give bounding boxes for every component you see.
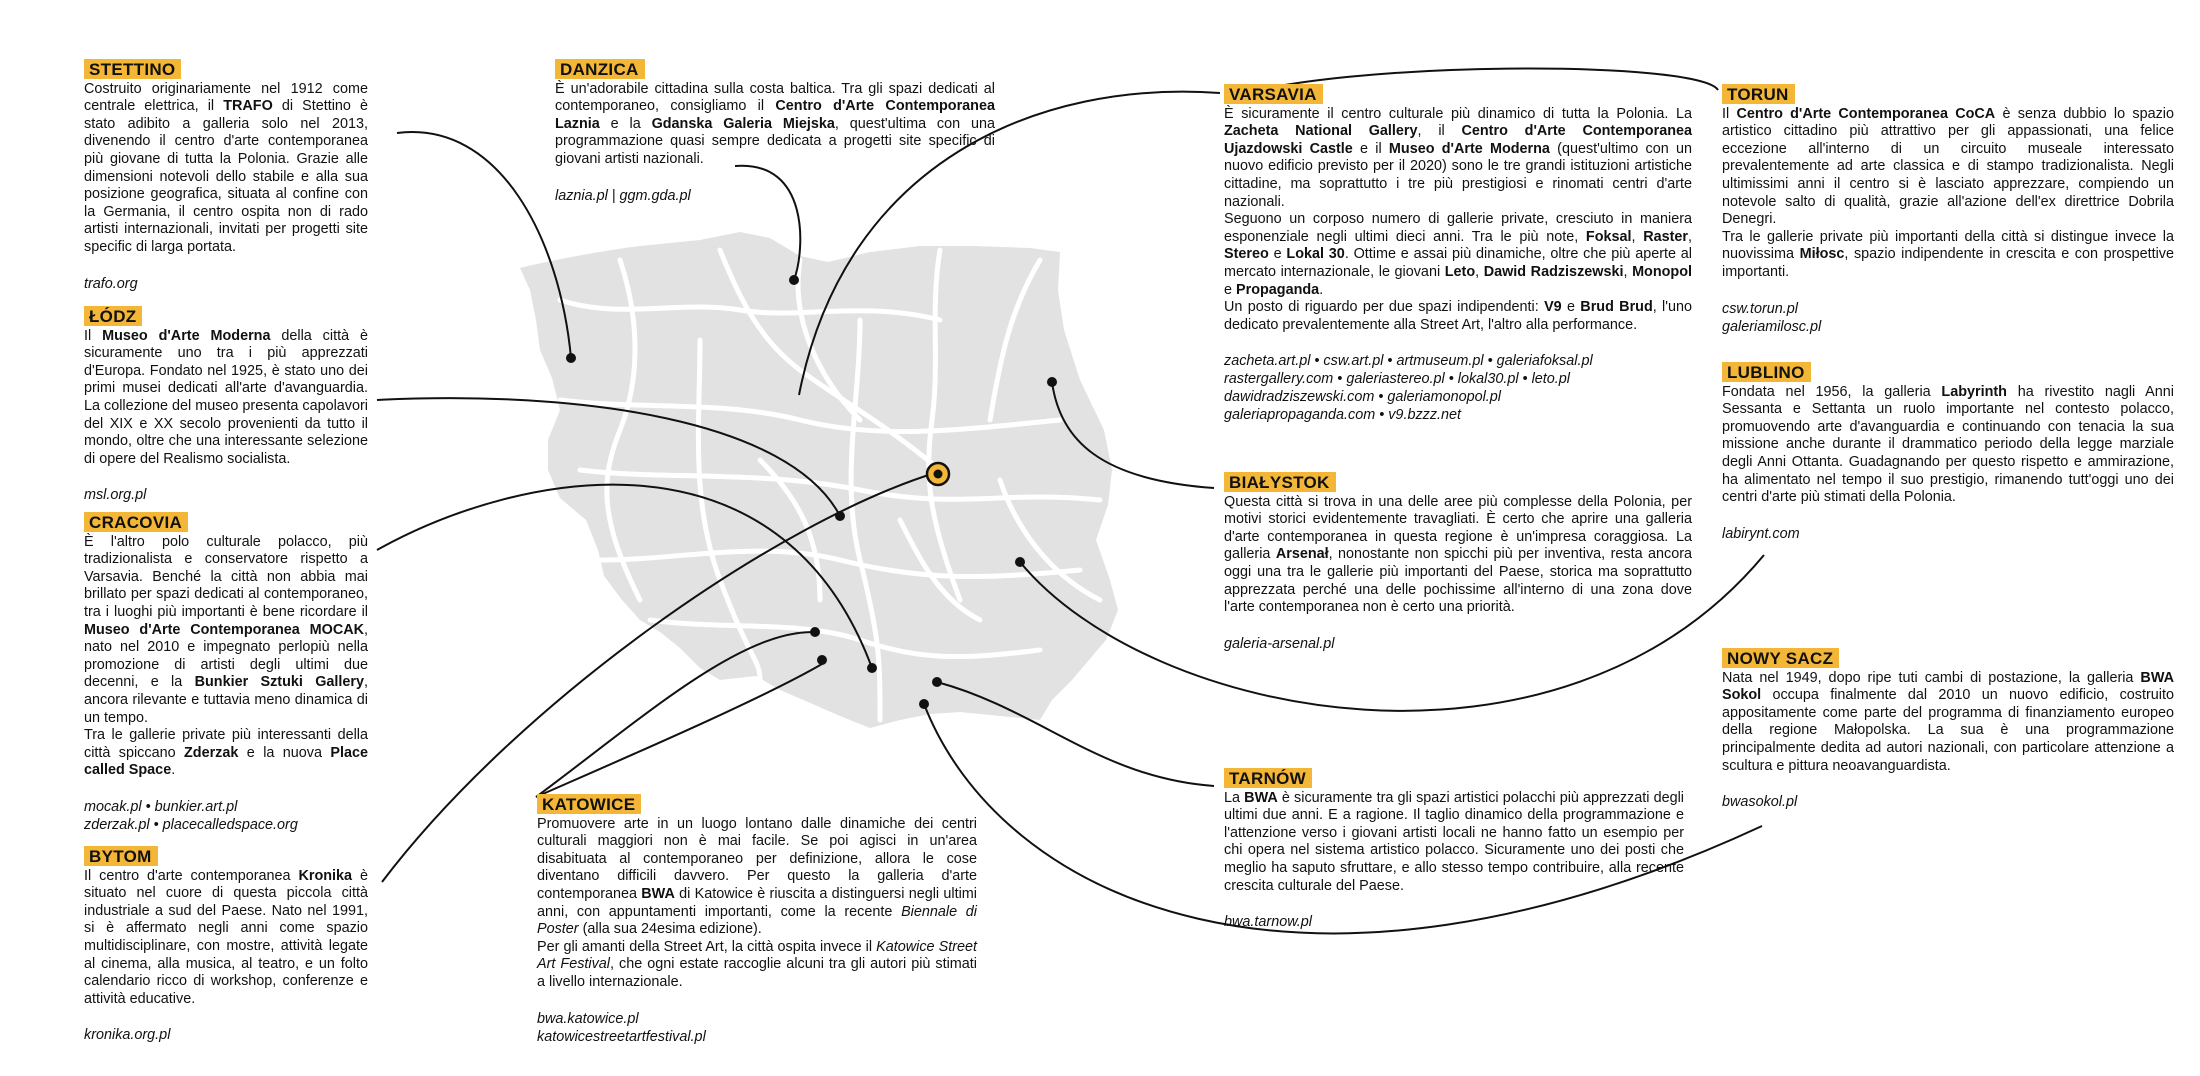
city-title: CRACOVIA — [84, 512, 188, 532]
warsaw-marker — [927, 463, 949, 485]
city-description: Il centro d'arte contemporanea Kronika è situato nel cuore di questa piccola città industriale a sud del Paese. Nato nel 1991, si è affermato negli anni come spazio multidisciplinare, con mostre, attività legate al cinema, alla musica, al teatro, e un folto calendario ricco di workshop, conferenze e attività educative. — [84, 867, 368, 1007]
website-link: zderzak.pl • placecalledspace.org — [84, 816, 298, 833]
city-dot — [1047, 377, 1057, 387]
city-description: È un'adorabile cittadina sulla costa baltica. Tra gli spazi dedicati al contemporaneo, consigliamo il Centro d'Arte Contemporanea Laznia e la Gdanska Galeria Miejska, quest'ultima con una programmazione quasi sempre dedicata a progetti site specific di giovani artisti nazionali. — [555, 80, 995, 167]
city-links — [1722, 525, 2174, 543]
city-block-bytom — [84, 846, 368, 1044]
city-dot — [932, 677, 942, 687]
city-block-katowice — [537, 794, 977, 1046]
city-links — [1224, 352, 1692, 424]
website-link: csw.torun.pl — [1722, 300, 1798, 317]
website-link: dawidradziszewski.com • galeriamonopol.pl — [1224, 389, 1501, 406]
website-link: galeria-arsenal.pl — [1224, 635, 1335, 652]
website-link: bwa.katowice.pl — [537, 1010, 639, 1027]
city-title: DANZICA — [555, 59, 645, 79]
city-block-varsavia — [1224, 84, 1692, 424]
city-links — [1224, 635, 1692, 653]
city-dot — [919, 699, 929, 709]
city-title: TORUN — [1722, 84, 1795, 104]
city-title: TARNÓW — [1224, 768, 1312, 788]
website-link: labirynt.com — [1722, 525, 1800, 542]
city-dot — [566, 353, 576, 363]
website-link: bwasokol.pl — [1722, 794, 1798, 811]
website-link: zacheta.art.pl • csw.art.pl • artmuseum.pl • galeriafoksal.pl — [1224, 353, 1593, 370]
city-description: Fondata nel 1956, la galleria Labyrinth ha rivestito nagli Anni Sessanta e Settanta un ruolo importante nel contesto polacco, promuovendo arte d'avanguardia e continuando con tenacia la sua missione anche durante il drammatico periodo della legge marziale degli Anni Ottanta. Guadagnando per questo rispetto e ammirazione, ha alimentato nel tempo il suo prestigio, rimanendo tutt'oggi uno dei centri d'arte più stimati della Polonia. — [1722, 383, 2174, 506]
city-block-lodz — [84, 306, 368, 504]
city-title: ŁÓDZ — [84, 306, 142, 326]
city-description: Il Centro d'Arte Contemporanea CoCA è senza dubbio lo spazio artistico cittadino più attrattivo per gli appassionati, una felice eccezione all'interno di un circuito museale interessato prevalentemente ad arte classica e di stampo tradizionalista. Negli ultimissimi anni il centro si è lasciato apprezzare, compiendo un notevole salto di qualità, grazie all'azione dell'ex direttrice Dobrila Denegri. Tra le gallerie private più importanti della città si distingue invece la nuovissima Miłosc, spazio indipendente in crescita e con prospettive importanti. — [1722, 105, 2174, 280]
city-block-lublino — [1722, 362, 2174, 543]
city-block-cracovia — [84, 512, 368, 834]
website-link: kronika.org.pl — [84, 1027, 171, 1044]
city-block-bialystok — [1224, 472, 1692, 653]
city-links — [555, 187, 995, 205]
city-block-stettino — [84, 59, 368, 293]
city-dot — [810, 627, 820, 637]
city-links — [537, 1010, 977, 1046]
city-description: È sicuramente il centro culturale più dinamico di tutta la Polonia. La Zacheta National Gallery, il Centro d'Arte Contemporanea Ujazdowski Castle e il Museo d'Arte Moderna (quest'ultimo con un nuovo edificio previsto per il 2020) sono le tre grandi istituzioni artistiche cittadine, ma soprattutto i tre più prestigiosi e rinomati centri d'arte nazionali. Seguono un corposo numero di gallerie private, cresciuto in maniera esponenziale negli ultimi dieci anni. Tra le più note, Foksal, Raster, Stereo e Lokal 30. Ottime e assai più dinamiche, oltre che più aperte al mercato internazionale, le giovani Leto, Dawid Radziszewski, Monopol e Propaganda. Un posto di riguardo per due spazi indipendenti: V9 e Brud Brud, l'uno dedicato prevalentemente alla Street Art, l'altro alla performance. — [1224, 105, 1693, 333]
city-block-danzica — [555, 59, 995, 205]
website-link: bwa.tarnow.pl — [1224, 914, 1312, 931]
website-link: trafo.org — [84, 275, 138, 292]
city-links — [1722, 300, 2174, 336]
city-block-nowy-sacz — [1722, 648, 2174, 811]
city-description: È l'altro polo culturale polacco, più tradizionalista e conservatore rispetto a Varsavia. Benché la città non abbia mai brillato per spazi dedicati al contemporaneo, tra i luoghi più importanti è bene ricordare il Museo d'Arte Contemporanea MOCAK, nato nel 2010 e impegnato perlopiù nella promozione di artisti degli ultimi due decenni, e la Bunkier Sztuki Gallery, ancora rilevante e tuttavia meno dinamica di un tempo. Tra le gallerie private più interessanti della città spiccano Zderzak e la nuova Place called Space. — [84, 533, 369, 779]
city-links — [1224, 913, 1684, 931]
city-title: BIAŁYSTOK — [1224, 472, 1336, 492]
city-description: Promuovere arte in un luogo lontano dalle dinamiche dei centri culturali maggiori non è mai facile. Se poi agisci in un'area disabituata al contemporaneo per definizione, allora le cose diventano difficili davvero. Per questo la galleria d'arte contemporanea BWA di Katowice è riuscita a distinguersi negli ultimi anni, con appuntamenti importanti, come la recente Biennale di Poster (alla sua 24esima edizione). Per gli amanti della Street Art, la città ospita invece il Katowice Street Art Festival, che ogni estate raccoglie alcuni tra gli autori più stimati a livello internazionale. — [537, 815, 977, 990]
city-links — [84, 486, 368, 504]
city-description: Questa città si trova in una delle aree più complesse della Polonia, per motivi storici evidentemente travagliati. È certo che aprire una galleria d'arte contemporanea in questa regione è un'impresa coraggiosa. La galleria Arsenał, nonostante non spicchi più per inventiva, resta ancora oggi una tra le gallerie più importanti del Paese, storica ma soprattutto apprezzata perché una delle pochissime all'interno di una zona dove l'arte contemporanea non è certo una priorità. — [1224, 493, 1692, 616]
city-dot — [789, 275, 799, 285]
city-links — [84, 798, 368, 834]
city-dot — [835, 511, 845, 521]
city-description: Il Museo d'Arte Moderna della città è sicuramente uno tra i più apprezzati d'Europa. Fondato nel 1925, è stato uno dei primi musei dedicati all'arte d'avanguardia. La collezione del museo presenta capolavori del XIX e XX secolo provenienti da tutto il mondo, oltre che una interessante selezione di opere del Realismo socialista. — [84, 327, 368, 467]
city-title: NOWY SACZ — [1722, 648, 1839, 668]
website-link: laznia.pl | ggm.gda.pl — [555, 187, 691, 204]
city-title: STETTINO — [84, 59, 181, 79]
website-link: msl.org.pl — [84, 487, 147, 504]
website-link: galeriapropaganda.com • v9.bzzz.net — [1224, 407, 1462, 424]
website-link: rastergallery.com • galeriastereo.pl • lokal30.pl • leto.pl — [1224, 371, 1570, 388]
website-link: katowicestreetartfestival.pl — [537, 1028, 706, 1045]
city-block-torun — [1722, 84, 2174, 336]
city-links — [84, 275, 368, 293]
city-links — [84, 1026, 368, 1044]
city-description: Costruito originariamente nel 1912 come centrale elettrica, il TRAFO di Stettino è stato adibito a galleria solo nel 2013, divenendo il centro d'arte contemporanea più giovane di tutta la Polonia. Grazie alle dimensioni notevoli dello stabile e alla sua posizione geografica, situata al confine con la Germania, il centro ospita non di rado artisti internazionali, invitati per progetti site specific di larga portata. — [84, 80, 368, 255]
city-description: La BWA è sicuramente tra gli spazi artistici polacchi più apprezzati degli ultimi due anni. E a ragione. Il taglio dinamico della programmazione e l'attenzione verso i giovani artisti locali ne hanno fatto un esempio per chi opera nel sistema artistico polacco. Sicuramente uno dei posti che meglio ha saputo sfruttare, e allo stesso tempo contribuire, alla recente crescita culturale del Paese. — [1224, 789, 1684, 894]
city-title: KATOWICE — [537, 794, 641, 814]
city-dot — [817, 655, 827, 665]
website-link: galeriamilosc.pl — [1722, 318, 1822, 335]
city-links — [1722, 793, 2174, 811]
city-title: VARSAVIA — [1224, 84, 1323, 104]
city-title: BYTOM — [84, 846, 158, 866]
city-dot — [1015, 557, 1025, 567]
city-description: Nata nel 1949, dopo ripe tuti cambi di postazione, la galleria BWA Sokol occupa finalmente dal 2010 un nuovo edificio, costruito appositamente come parte del programma di finanziamento europeo della regione Małopolska. La sua è una programmazione principalmente dedita ad autori nazionali, con particolare attenzione a scultura e pittura neoavanguardista. — [1722, 669, 2174, 774]
website-link: mocak.pl • bunkier.art.pl — [84, 798, 238, 815]
city-block-tarnow — [1224, 768, 1684, 931]
city-title: LUBLINO — [1722, 362, 1811, 382]
city-dot — [867, 663, 877, 673]
